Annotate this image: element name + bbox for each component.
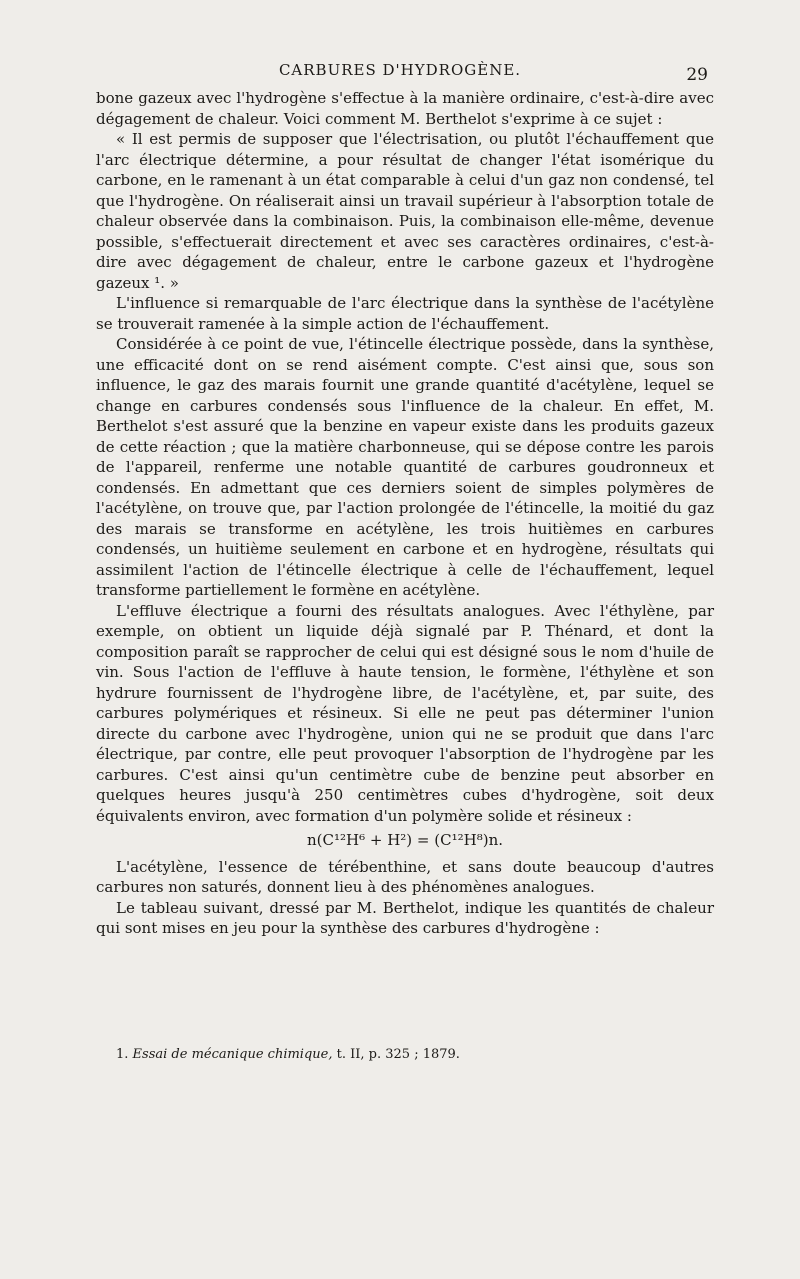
body-text (96, 88, 714, 939)
footnote-title: Essai de mécanique chimique, (132, 1047, 333, 1062)
paragraph: Considérée à ce point de vue, l'étincelle électrique possède, dans la synthèse, une efficacité dont on se rend aisément compte. C'est ainsi que, sous son influence, le gaz des marais fournit une grande quantité d'acétylène, lequel se change en carbures condensés sous l'influence de la chaleur. En effet, M. Berthelot s'est assuré que la benzine en vapeur existe dans les produits gazeux de cette réaction ; que la matière charbonneuse, qui se dépose contre les parois de l'appareil, renferme une notable quantité de carbures goudronneux et condensés. En admettant que ces derniers soient de simples polymères de l'acétylène, on trouve que, par l'action prolongée de l'étincelle, la moitié du gaz des marais se transforme en acétylène, les trois huitièmes en carbures condensés, un huitième seulement en carbone et en hydrogène, résultats qui assimilent l'action de l'étincelle électrique à celle de l'échauffement, lequel transforme partiellement le formène en acétylène. (96, 335, 714, 599)
page-header (0, 55, 800, 85)
paragraph: L'influence si remarquable de l'arc électrique dans la synthèse de l'acétylène se trouverait ramenée à la simple action de l'échauffement. (96, 294, 714, 333)
footnote-number: 1. (116, 1047, 129, 1062)
page-number: 29 (686, 65, 708, 85)
footnote (116, 1047, 716, 1062)
chemical-formula: n(C¹²H⁶ + H²) = (C¹²H⁸)n. (307, 831, 503, 849)
paragraph: L'effluve électrique a fourni des résultats analogues. Avec l'éthylène, par exemple, on obtient un liquide déjà signalé par P. Thénard, et dont la composition paraît se rapprocher de celui qui est désigné sous le nom d'huile de vin. Sous l'action de l'effluve à haute tension, le formène, l'éthylène et son hydrure fournissent de l'hydrogène libre, de l'acétylène, et, par suite, des carbures polymériques et résineux. Si elle ne peut pas déterminer l'union directe du carbone avec l'hydrogène, union qui ne se produit que dans l'arc électrique, par contre, elle peut provoquer l'absorption de l'hydrogène par les carbures. C'est ainsi qu'un centimètre cube de benzine peut absorber en quelques heures jusqu'à 250 centimètres cubes d'hydrogène, soit deux équivalents environ, avec formation d'un polymère solide et résineux : (96, 601, 714, 825)
paragraph: bone gazeux avec l'hydrogène s'effectue à la manière ordinaire, c'est-à-dire avec dégagement de chaleur. Voici comment M. Berthelot s'exprime à ce sujet : (96, 89, 714, 128)
footnote-reference: t. II, p. 325 ; 1879. (332, 1047, 460, 1062)
paragraph: Le tableau suivant, dressé par M. Berthelot, indique les quantités de chaleur qui sont mises en jeu pour la synthèse des carbures d'hydrogène : (96, 898, 714, 937)
running-title: CARBURES D'HYDROGÈNE. (278, 61, 522, 79)
quotation-paragraph: « Il est permis de supposer que l'électrisation, ou plutôt l'échauffement que l'arc électrique détermine, a pour résultat de changer l'état isomérique du carbone, en le ramenant à un état comparable à celui d'un gaz non condensé, tel que l'hydrogène. On réaliserait ainsi un travail supérieur à l'absorption totale de chaleur observée dans la combinaison. Puis, la combinaison elle-même, devenue possible, s'effectuerait directement et avec ses caractères ordinaires, c'est-à-dire avec dégagement de chaleur, entre le carbone gazeux et l'hydrogène gazeux ¹. » (96, 130, 714, 292)
paragraph: L'acétylène, l'essence de térébenthine, et sans doute beaucoup d'autres carbures non saturés, donnent lieu à des phénomènes analogues. (96, 857, 714, 896)
